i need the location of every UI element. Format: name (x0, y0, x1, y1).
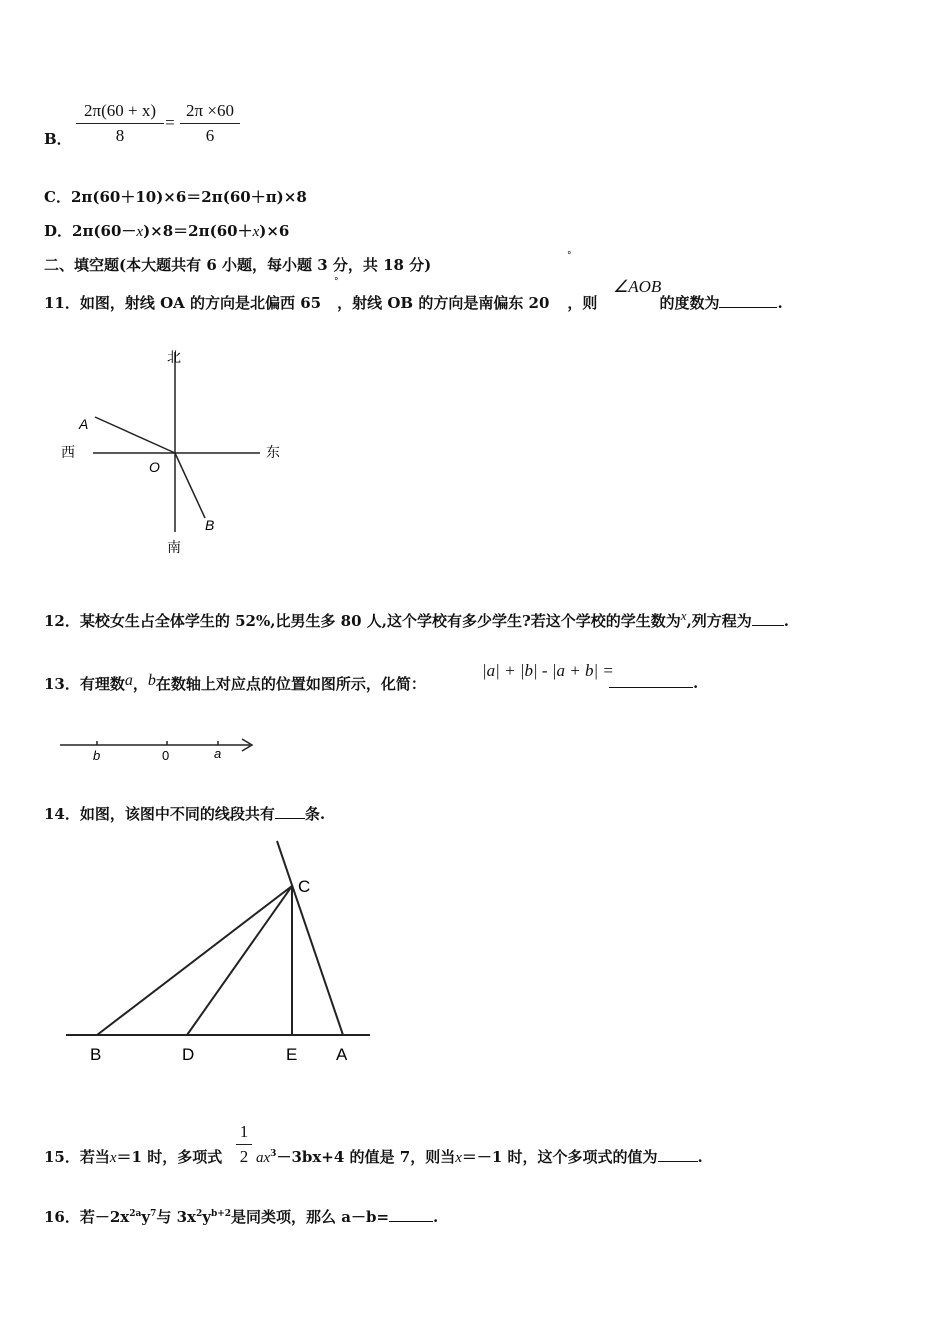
point-c-label: C (298, 877, 311, 896)
point-e-label: E (286, 1045, 298, 1064)
answer-blank (658, 1147, 698, 1162)
line-cd (187, 886, 292, 1035)
option-b-right-fraction (180, 100, 240, 147)
segments-figure (60, 835, 380, 1070)
fraction-denominator: 6 (205, 126, 215, 145)
number-line (55, 732, 265, 766)
question-15: 15．若当x＝1 时，多项式 (44, 1148, 223, 1166)
fraction-numerator: 1 (239, 1122, 249, 1141)
option-b-equals: = (164, 113, 176, 132)
point-o-label: O (149, 459, 160, 475)
abs-expression: |a| + |b| - |a + b| = (482, 661, 614, 680)
answer-blank (275, 804, 305, 819)
option-d: D．2π(60－x)×8＝2π(60＋x)×6 (44, 222, 290, 240)
answer-blank (752, 611, 784, 626)
question-13-answer: . (609, 673, 698, 692)
fraction-numerator: 2π(60 + x) (84, 101, 156, 120)
degree-mark: ° (567, 251, 572, 261)
west-label: 西 (61, 444, 75, 460)
angle-aob: ∠AOB (613, 277, 662, 296)
label-a: a (214, 746, 222, 761)
answer-blank (609, 673, 693, 688)
ray-oa (95, 417, 175, 453)
east-label: 东 (266, 444, 280, 460)
compass-figure (55, 340, 300, 565)
point-b-label: B (205, 517, 215, 533)
fraction-denominator: 2 (239, 1147, 249, 1166)
question-12: 12．某校女生占全体学生的 52%,比男生多 80 人,这个学校有多少学生?若这个学校的学生数为x,列方程为 . (44, 608, 790, 630)
option-b-label: B． (44, 130, 72, 148)
point-a-label: A (336, 1045, 348, 1064)
answer-blank (719, 293, 777, 308)
label-zero: 0 (162, 748, 170, 763)
line-cb (97, 886, 292, 1035)
label-b: b (93, 748, 101, 763)
answer-blank (389, 1207, 433, 1222)
line-ca (277, 841, 343, 1035)
point-a-label: A (79, 416, 89, 432)
question-11: 11．如图，射线 OA 的方向是北偏西 65 ，射线 OB 的方向是南偏东 20 ，则 的度数为 . (44, 294, 783, 312)
degree-mark: ° (334, 277, 339, 287)
fraction-numerator: 2π ×60 (186, 101, 234, 120)
point-b-label: B (90, 1045, 102, 1064)
north-label: 北 (167, 349, 181, 365)
option-b-left-fraction (76, 100, 164, 147)
question-14: 14．如图，该图中不同的线段共有 条. (44, 805, 326, 823)
half-fraction (236, 1121, 252, 1168)
option-c: C．2π(60＋10)×6＝2π(60＋π)×8 (44, 188, 307, 206)
section-title: 二、填空题(本大题共有 6 小题，每小题 3 分，共 18 分) (44, 256, 432, 274)
ray-ob (175, 453, 205, 518)
question-13: 13．有理数a，b在数轴上对应点的位置如图所示，化简： (44, 672, 426, 693)
question-16: 16．若$-2x^{2a}y^7$与 $3x^2y^{b+2}$是同类项，那么 a－b= . (44, 1208, 439, 1226)
south-label: 南 (167, 539, 181, 555)
fraction-denominator: 8 (115, 126, 125, 145)
point-d-label: D (182, 1045, 195, 1064)
question-15-rest: $ax^3-3bx+4$ 的值是 7，则当x＝－1 时，这个多项式的值为 . (256, 1148, 703, 1166)
